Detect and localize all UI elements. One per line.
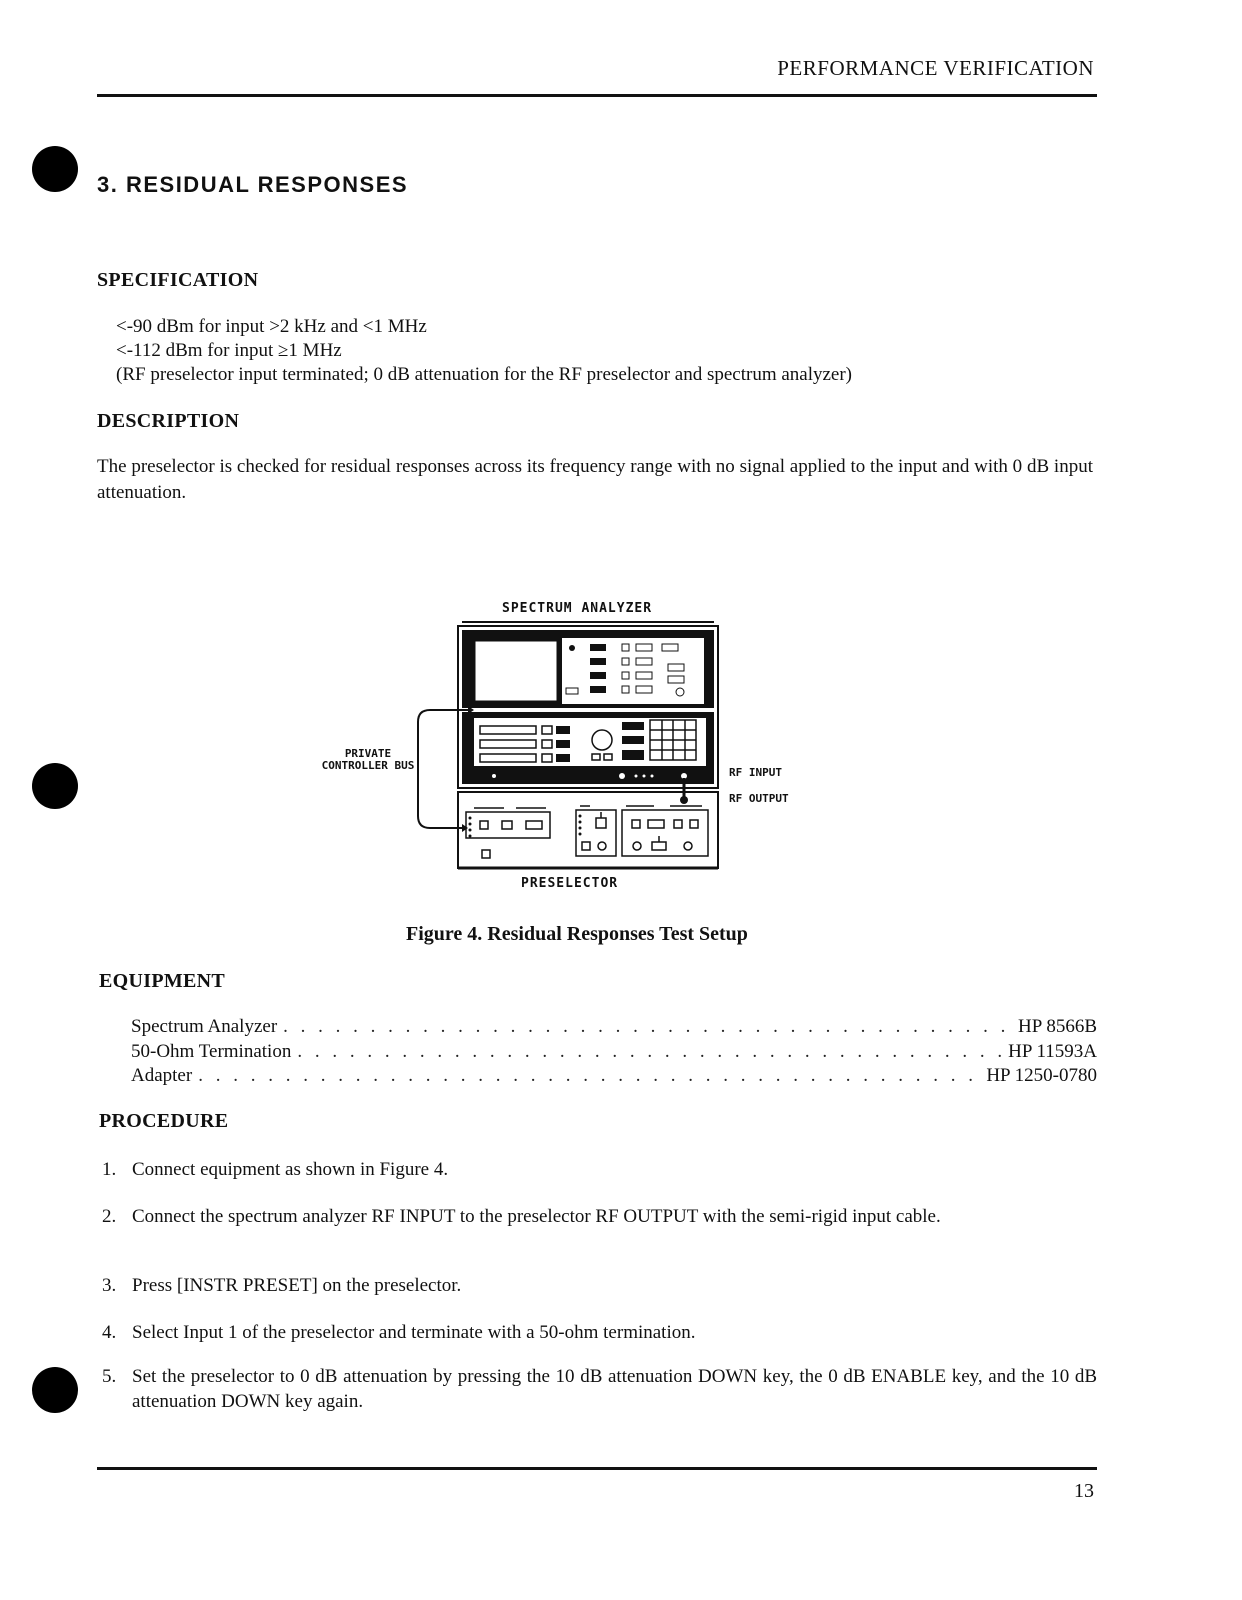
figure-label-rf-output: RF OUTPUT (729, 792, 789, 805)
step-text: Connect the spectrum analyzer RF INPUT to the preselector RF OUTPUT with the semi-rigid input cable. (132, 1206, 941, 1227)
step-text: Set the preselector to 0 dB attenuation by pressing the 10 dB attenuation DOWN key, the 0 dB ENABLE key, and the 10 dB attenuation DOWN key again. (132, 1366, 1097, 1412)
procedure-step (102, 1204, 1097, 1229)
procedure-step (102, 1320, 1097, 1345)
binder-hole-bottom (32, 1367, 78, 1413)
analyzer-crt-screen (476, 642, 556, 700)
private-controller-bus-cable (418, 710, 468, 828)
equipment-part-number: HP 11593A (1008, 1041, 1097, 1062)
step-number: 1. (102, 1159, 117, 1180)
step-text: Press [INSTR PRESET] on the preselector. (132, 1275, 462, 1296)
procedure-step (102, 1364, 1097, 1414)
specification-line-3: (RF preselector input terminated; 0 dB attenuation for the RF preselector and spectrum analyzer) (116, 364, 853, 385)
figure-label-bus: PRIVATE CONTROLLER BUS (321, 747, 415, 772)
figure-caption: Figure 4. Residual Responses Test Setup (406, 923, 748, 945)
equipment-part-number: HP 1250-0780 (986, 1065, 1097, 1086)
specification-line-2: <-112 dBm for input ≥1 MHz (116, 340, 342, 361)
test-setup-diagram (410, 618, 730, 874)
step-number: 3. (102, 1275, 117, 1296)
step-number: 5. (102, 1366, 117, 1387)
specification-heading: SPECIFICATION (97, 269, 259, 291)
step-text: Connect equipment as shown in Figure 4. (132, 1159, 449, 1180)
description-text: The preselector is checked for residual responses across its frequency range with no signal applied to the input and with 0 dB input attenuation. (97, 456, 1093, 503)
footer-rule (97, 1467, 1097, 1470)
equipment-part-number: HP 8566B (1017, 1016, 1097, 1037)
step-number: 2. (102, 1206, 117, 1227)
binder-hole-middle (32, 763, 78, 809)
header-rule (97, 94, 1097, 97)
page-number: 13 (1074, 1480, 1094, 1502)
description-heading: DESCRIPTION (97, 410, 240, 432)
equipment-name: Spectrum Analyzer (131, 1016, 278, 1037)
binder-hole-top (32, 146, 78, 192)
section-title: 3. RESIDUAL RESPONSES (97, 172, 409, 197)
equipment-row (131, 1016, 1097, 1038)
specification-line-1: <-90 dBm for input >2 kHz and <1 MHz (116, 316, 427, 337)
procedure-step (102, 1157, 1097, 1182)
equipment-name: 50-Ohm Termination (131, 1041, 292, 1062)
equipment-name: Adapter (131, 1065, 193, 1086)
equipment-heading: EQUIPMENT (99, 970, 226, 992)
step-text: Select Input 1 of the preselector and terminate with a 50-ohm termination. (132, 1322, 696, 1343)
figure-label-spectrum-analyzer: SPECTRUM ANALYZER (502, 601, 653, 616)
figure-label-rf-input: RF INPUT (729, 766, 782, 779)
step-number: 4. (102, 1322, 117, 1343)
figure-label-preselector: PRESELECTOR (521, 876, 619, 891)
leader-dots (198, 1065, 980, 1087)
leader-dots (283, 1016, 1012, 1038)
equipment-row (131, 1065, 1097, 1087)
running-header: PERFORMANCE VERIFICATION (777, 56, 1094, 80)
equipment-row (131, 1041, 1097, 1063)
analyzer-lower-keypad (474, 718, 706, 766)
procedure-step (102, 1273, 1097, 1298)
leader-dots (297, 1041, 1002, 1063)
procedure-heading: PROCEDURE (99, 1110, 229, 1132)
